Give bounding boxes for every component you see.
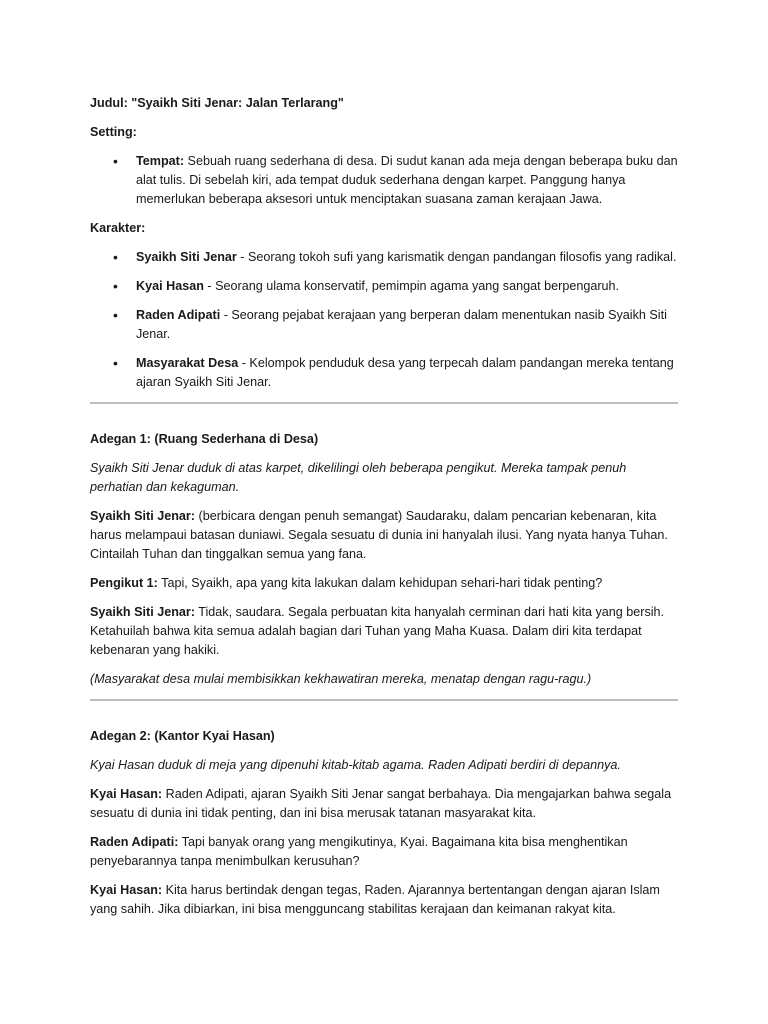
list-item (90, 248, 678, 267)
characters-list (90, 248, 678, 392)
character-name: Kyai Hasan (136, 279, 204, 293)
setting-term: Tempat: (136, 154, 185, 168)
section-divider (90, 699, 678, 701)
list-item (90, 354, 678, 392)
scene-heading: Adegan 1: (Ruang Sederhana di Desa) (90, 432, 319, 446)
setting-label: Setting: (90, 125, 137, 139)
character-desc: - Seorang ulama konservatif, pemimpin agama yang sangat berpengaruh. (203, 279, 620, 293)
speaker-name: Syaikh Siti Jenar: (90, 605, 195, 619)
speaker-name: Raden Adipati: (90, 835, 179, 849)
section-divider (90, 402, 678, 404)
dialogue-line (90, 507, 678, 564)
scene-heading: Adegan 2: (Kantor Kyai Hasan) (90, 729, 275, 743)
character-desc: - Seorang tokoh sufi yang karismatik dengan pandangan filosofis yang radikal. (236, 250, 677, 264)
speaker-name: Kyai Hasan: (90, 883, 163, 897)
character-desc: - Kelompok penduduk desa yang terpecah dalam pandangan mereka tentang ajaran Syaikh Siti Jenar. (136, 356, 674, 389)
document-title: Judul: "Syaikh Siti Jenar: Jalan Terlarang" (90, 96, 344, 110)
list-item (90, 306, 678, 344)
character-name: Masyarakat Desa (136, 356, 239, 370)
dialogue-text: Tapi banyak orang yang mengikutinya, Kyai. Bagaimana kita bisa menghentikan penyebarannya tanpa menimbulkan kerusuhan? (90, 835, 628, 868)
dialogue-line (90, 785, 678, 823)
speaker-name: Pengikut 1: (90, 576, 158, 590)
dialogue-text: (berbicara dengan penuh semangat) Saudaraku, dalam pencarian kebenaran, kita harus melampaui batasan duniawi. Segala sesuatu di dunia ini hanyalah ilusi. Yang nyata hanya Tuhan. Cintailah Tuhan dan tinggalkan semua yang fana. (90, 509, 668, 561)
setting-text: Sebuah ruang sederhana di desa. Di sudut kanan ada meja dengan beberapa buku dan alat tulis. Di sebelah kiri, ada tempat duduk sederhana dengan karpet. Panggung hanya memerlukan beberapa aksesori untuk menciptakan suasana zaman kerajaan Jawa. (136, 154, 678, 206)
stage-direction: Kyai Hasan duduk di meja yang dipenuhi kitab-kitab agama. Raden Adipati berdiri di depannya. (90, 758, 621, 772)
dialogue-text: Tidak, saudara. Segala perbuatan kita hanyalah cerminan dari hati kita yang bersih. Ketahuilah bahwa kita semua adalah bagian dari Tuhan yang Maha Kuasa. Dalam diri kita terdapat kebenaran yang hakiki. (90, 605, 665, 657)
dialogue-line (90, 574, 678, 593)
list-item (90, 152, 678, 209)
setting-list (90, 152, 678, 209)
dialogue-line (90, 603, 678, 660)
characters-label: Karakter: (90, 221, 146, 235)
character-name: Syaikh Siti Jenar (136, 250, 237, 264)
dialogue-line (90, 881, 678, 919)
stage-direction: Syaikh Siti Jenar duduk di atas karpet, dikelilingi oleh beberapa pengikut. Mereka tampak penuh perhatian dan kekaguman. (90, 461, 627, 494)
dialogue-text: Kita harus bertindak dengan tegas, Raden. Ajarannya bertentangan dengan ajaran Islam yang sahih. Jika dibiarkan, ini bisa mengguncang stabilitas kerajaan dan keimanan rakyat kita. (90, 883, 660, 916)
speaker-name: Syaikh Siti Jenar: (90, 509, 195, 523)
list-item (90, 277, 678, 296)
dialogue-text: Raden Adipati, ajaran Syaikh Siti Jenar sangat berbahaya. Dia mengajarkan bahwa segala sesuatu di dunia ini tidak penting, dan ini bisa merusak tatanan masyarakat kita. (90, 787, 672, 820)
character-desc: - Seorang pejabat kerajaan yang berperan dalam menentukan nasib Syaikh Siti Jenar. (136, 308, 667, 341)
stage-direction: (Masyarakat desa mulai membisikkan kekhawatiran mereka, menatap dengan ragu-ragu.) (90, 672, 592, 686)
dialogue-text: Tapi, Syaikh, apa yang kita lakukan dalam kehidupan sehari-hari tidak penting? (157, 576, 603, 590)
character-name: Raden Adipati (136, 308, 221, 322)
speaker-name: Kyai Hasan: (90, 787, 163, 801)
dialogue-line (90, 833, 678, 871)
